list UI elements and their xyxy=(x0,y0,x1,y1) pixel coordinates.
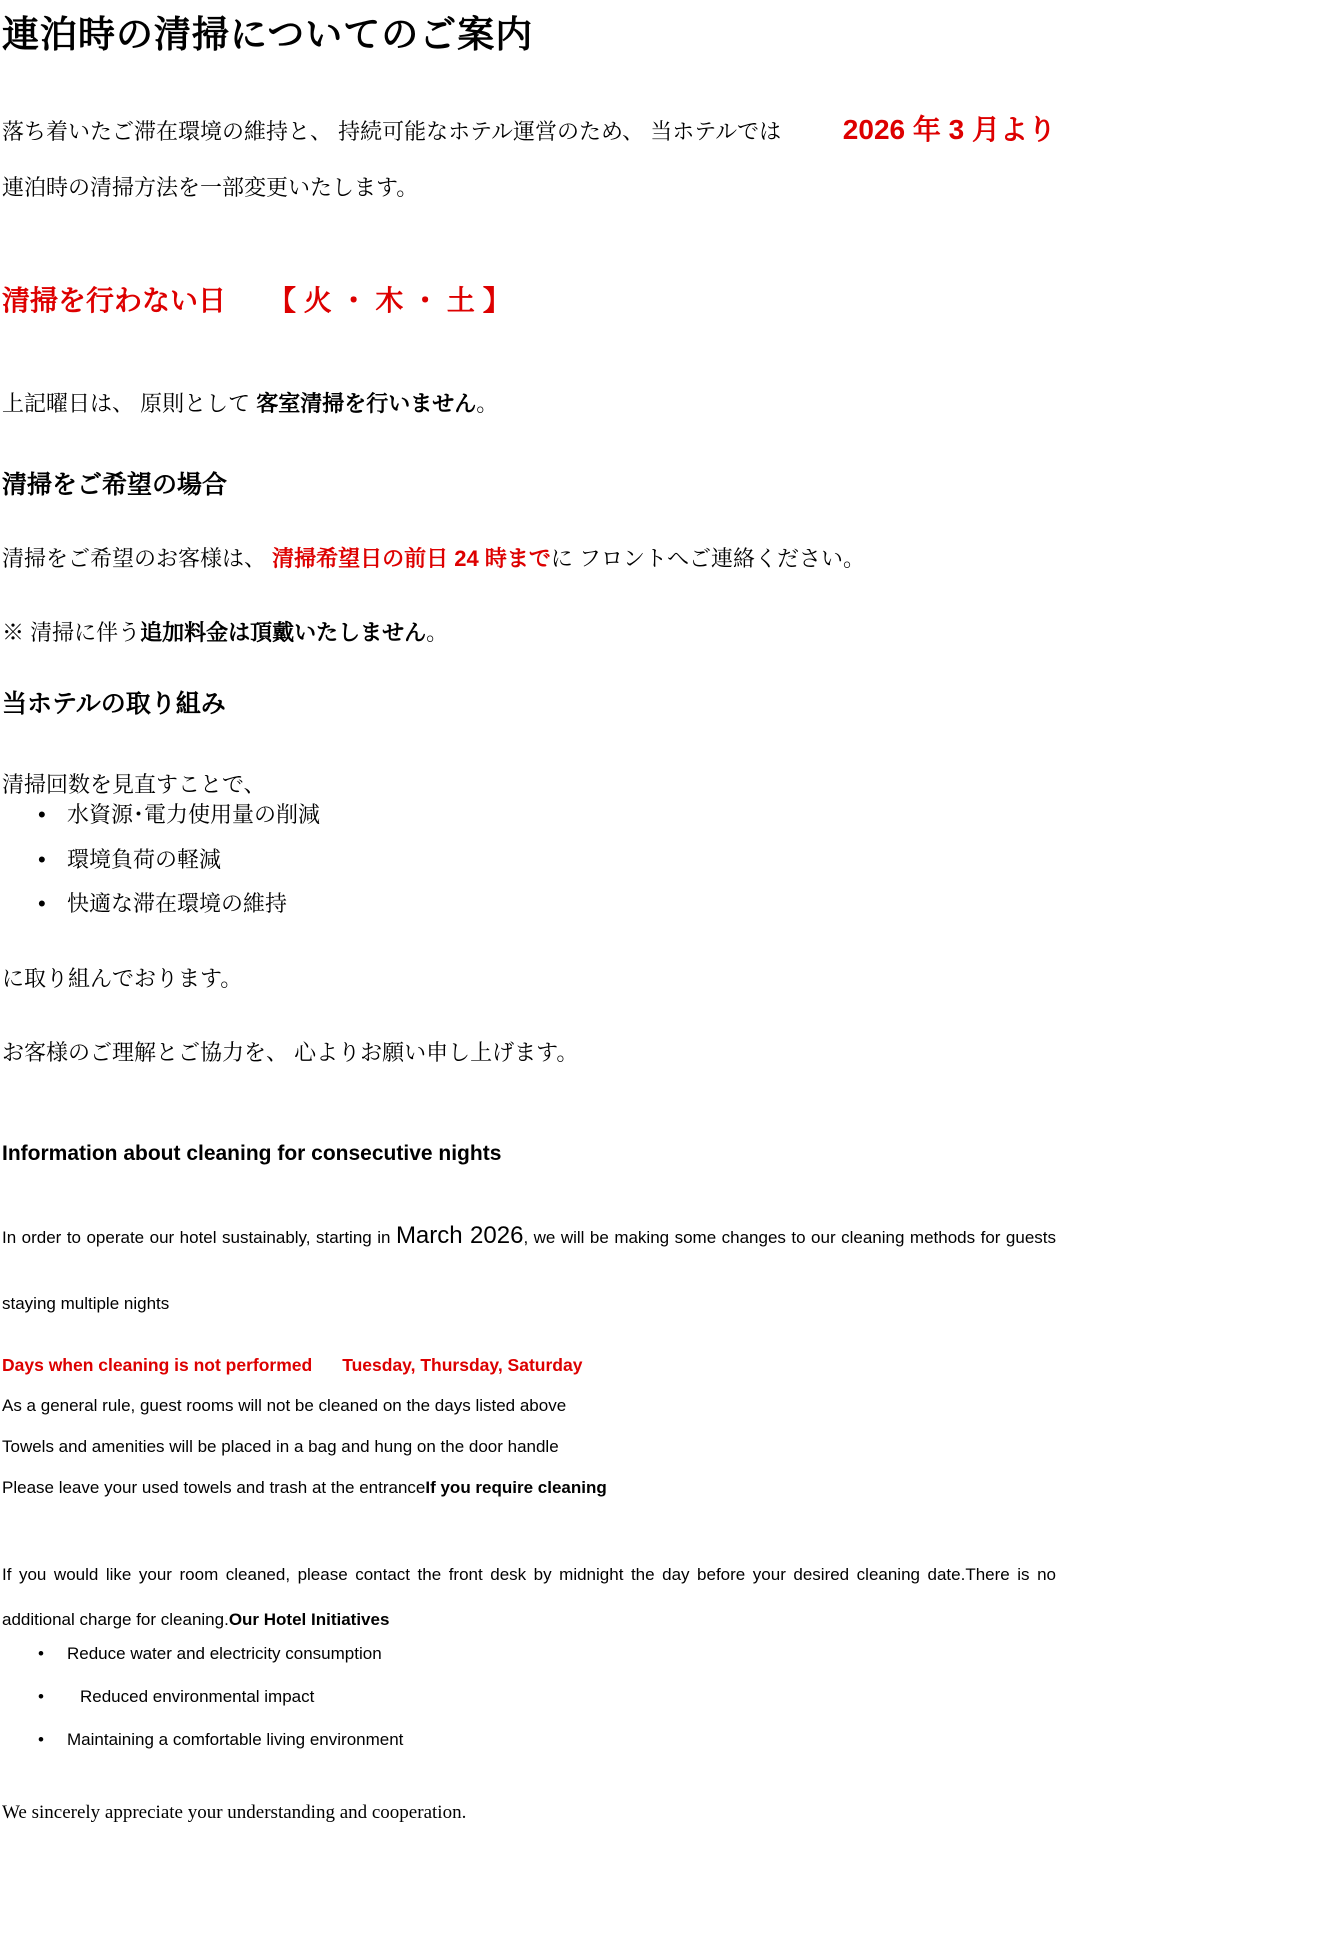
jp-fee-line xyxy=(2,618,1056,648)
jp-closing-line: お客様のご理解とご協力を、 心よりお願い申し上げます。 xyxy=(2,1039,579,1065)
list-item: • Reduce water and electricity consumption xyxy=(2,1642,1056,1667)
jp-rule-prefix: 上記曜日は、 原則として xyxy=(2,391,257,417)
en-contact-paragraph xyxy=(2,1552,1056,1642)
en-initiatives-list xyxy=(2,1642,1056,1752)
jp-initiatives-list xyxy=(2,800,1056,919)
jp-request-deadline: 清掃希望日の前日 24 時まで xyxy=(272,545,551,571)
effective-date: 2026 年 3 月より xyxy=(842,114,1056,146)
en-no-cleaning-heading xyxy=(2,1354,1056,1378)
en-intro-paragraph xyxy=(2,1203,1056,1337)
list-item: • Maintaining a comfortable living environment xyxy=(2,1728,1056,1753)
jp-request-suffix: に フロントへご連絡ください。 xyxy=(550,545,865,571)
en-contact-text: If you would like your room cleaned, please contact the front desk by midnight the day before your desired cleaning date.There is no additional charge for cleaning. xyxy=(2,1565,1056,1630)
jp-rule-line xyxy=(2,389,1056,419)
en-heading: Information about cleaning for consecutive nights xyxy=(2,1141,502,1165)
list-item: • 環境負荷の軽減 xyxy=(2,845,1056,875)
jp-request-prefix: 清掃をご希望のお客様は、 xyxy=(2,545,273,571)
en-intro-prefix: In order to operate our hotel sustainably, starting in xyxy=(2,1227,396,1247)
en-entrance-line xyxy=(2,1476,1056,1501)
list-item: • Reduced environmental impact xyxy=(2,1685,1056,1710)
en-initiatives-bold: Our Hotel Initiatives xyxy=(228,1610,390,1630)
en-require-cleaning-bold: If you require cleaning xyxy=(425,1477,607,1497)
en-intro-suffix: , we will be making some changes to our cleaning methods for guests staying multiple nights xyxy=(2,1227,1056,1313)
en-entrance-text: Please leave your used towels and trash at the entrance xyxy=(2,1477,426,1497)
jp-no-cleaning-label: 清掃を行わない日 xyxy=(2,284,227,316)
jp-request-line xyxy=(2,544,1056,574)
jp-initiatives-heading: 当ホテルの取り組み xyxy=(2,689,226,718)
jp-rule-suffix: 。 xyxy=(476,391,499,417)
jp-initiatives-outro: に取り組んでおります。 xyxy=(2,966,243,992)
jp-fee-suffix: 。 xyxy=(426,620,449,646)
en-towels-line: Towels and amenities will be placed in a bag and hung on the door handle xyxy=(2,1437,559,1457)
en-rule-line: As a general rule, guest rooms will not be cleaned on the days listed above xyxy=(2,1396,567,1416)
jp-fee-prefix: ※ 清掃に伴う xyxy=(2,620,141,646)
en-no-cleaning-days: Tuesday, Thursday, Saturday xyxy=(342,1354,583,1375)
list-item: • 水資源･電力使用量の削減 xyxy=(2,800,1056,830)
jp-intro-text: 落ち着いたご滞在環境の維持と、 持続可能なホテル運営のため、 当ホテルでは xyxy=(2,119,782,145)
jp-intro-line xyxy=(2,108,1056,148)
jp-intro-line2: 連泊時の清掃方法を一部変更いたします。 xyxy=(2,175,419,201)
en-closing-line: We sincerely appreciate your understanding and cooperation. xyxy=(2,1802,467,1824)
jp-request-heading: 清掃をご希望の場合 xyxy=(2,471,228,500)
jp-title: 連泊時の清掃についてのご案内 xyxy=(2,14,534,55)
list-item: • 快適な滞在環境の維持 xyxy=(2,889,1056,919)
jp-no-cleaning-heading xyxy=(2,283,1056,319)
jp-rule-bold: 客室清掃を行いません xyxy=(256,391,477,417)
jp-no-cleaning-days: 【 火 ・ 木 ・ 土 】 xyxy=(268,284,511,316)
jp-fee-bold: 追加料金は頂戴いたしません xyxy=(140,620,427,646)
en-no-cleaning-label: Days when cleaning is not performed xyxy=(2,1354,313,1375)
en-effective-date: March 2026 xyxy=(395,1221,524,1249)
jp-initiatives-intro: 清掃回数を見直すことで、 xyxy=(2,772,266,798)
